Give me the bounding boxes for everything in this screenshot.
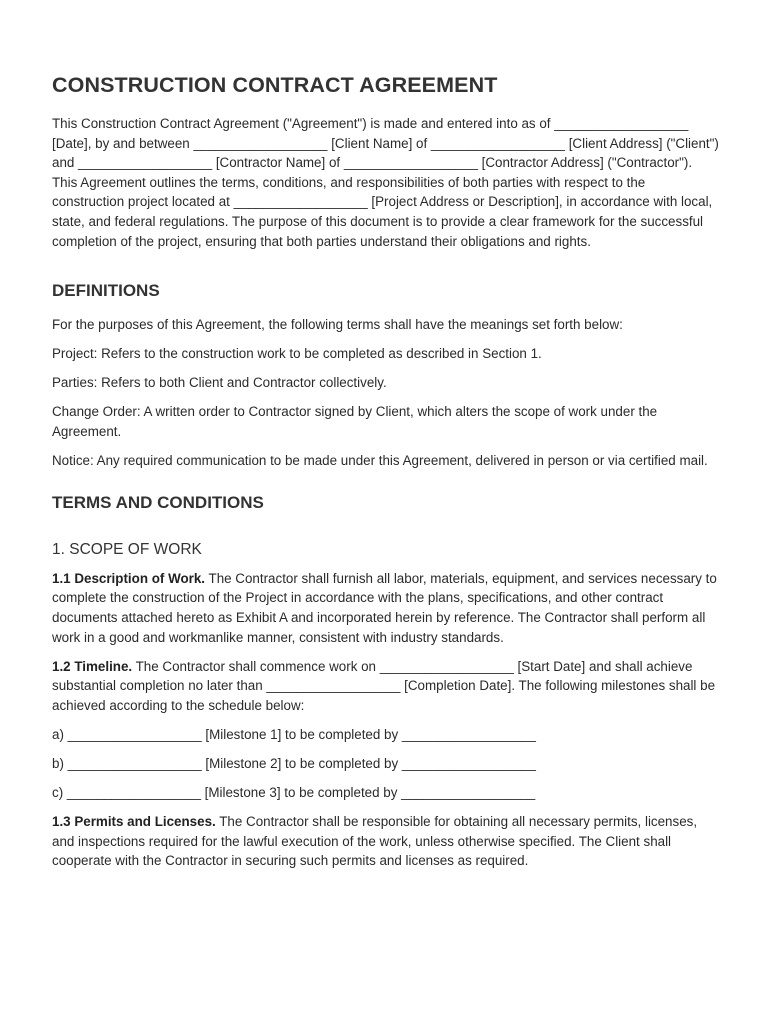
definition-item: Notice: Any required communication to be made under this Agreement, delivered in person or via certified mail. [52,453,708,469]
definition-item: Change Order: A written order to Contractor signed by Client, which alters the scope of work under the Agreement. [52,404,658,440]
terms-heading: TERMS AND CONDITIONS [52,492,264,512]
clause-text: The Contractor shall commence work on __________________ [Start Date] and shall achieve substantial completion no later than __________________ [Completion Date]. The following milestones shall be achieved according to the schedule below: [52,658,716,713]
definitions-heading: DEFINITIONS [52,281,160,301]
definition-item: Project: Refers to the construction work to be completed as described in Section 1. [52,346,542,362]
clause-label: 1.2 Timeline. [52,658,133,674]
clause-permits-and-licenses [52,812,720,871]
clause-label: 1.1 Description of Work. [52,570,206,586]
clause-label: 1.3 Permits and Licenses. [52,814,216,830]
definitions-lead: For the purposes of this Agreement, the following terms shall have the meanings set forth below: [52,317,623,333]
clause-timeline [52,657,720,716]
definition-item: Parties: Refers to both Client and Contractor collectively. [52,375,387,391]
document-page [52,70,720,880]
scope-of-work-heading: 1. SCOPE OF WORK [52,540,202,558]
milestone-item: a) __________________ [Milestone 1] to be completed by __________________ [52,726,536,742]
clause-description-of-work [52,569,720,647]
definitions-section [52,315,720,471]
intro-paragraph: This Construction Contract Agreement ("Agreement") is made and entered into as of __________________ [Date], by and between __________________ [Client Name] of __________________ [Client Address] ("Client") and __________________ [Contractor Name] of __________________ [Contractor Address] ("Contractor"). This Agreement outlines the terms, conditions, and responsibilities of both parties with respect to the construction project located at __________________ [Project Address or Description], in accordance with local, state, and federal regulations. The purpose of this document is to provide a clear framework for the successful completion of the project, ensuring that both parties understand their obligations and rights. [52,116,719,249]
clause-text: The Contractor shall furnish all labor, materials, equipment, and services necessary to complete the construction of the Project in accordance with the plans, specifications, and other contract documents attached hereto as Exhibit A and incorporated herein by reference. The Contractor shall perform all work in a good and workmanlike manner, consistent with industry standards. [52,570,717,645]
milestone-item: c) __________________ [Milestone 3] to be completed by __________________ [52,785,536,801]
milestone-item: b) __________________ [Milestone 2] to be completed by __________________ [52,755,536,771]
clause-text: The Contractor shall be responsible for obtaining all necessary permits, licenses, and inspections required for the lawful execution of the work, unless otherwise specified. The Client shall cooperate with the Contractor in securing such permits and licenses as required. [52,814,698,869]
document-title: CONSTRUCTION CONTRACT AGREEMENT [52,73,498,97]
